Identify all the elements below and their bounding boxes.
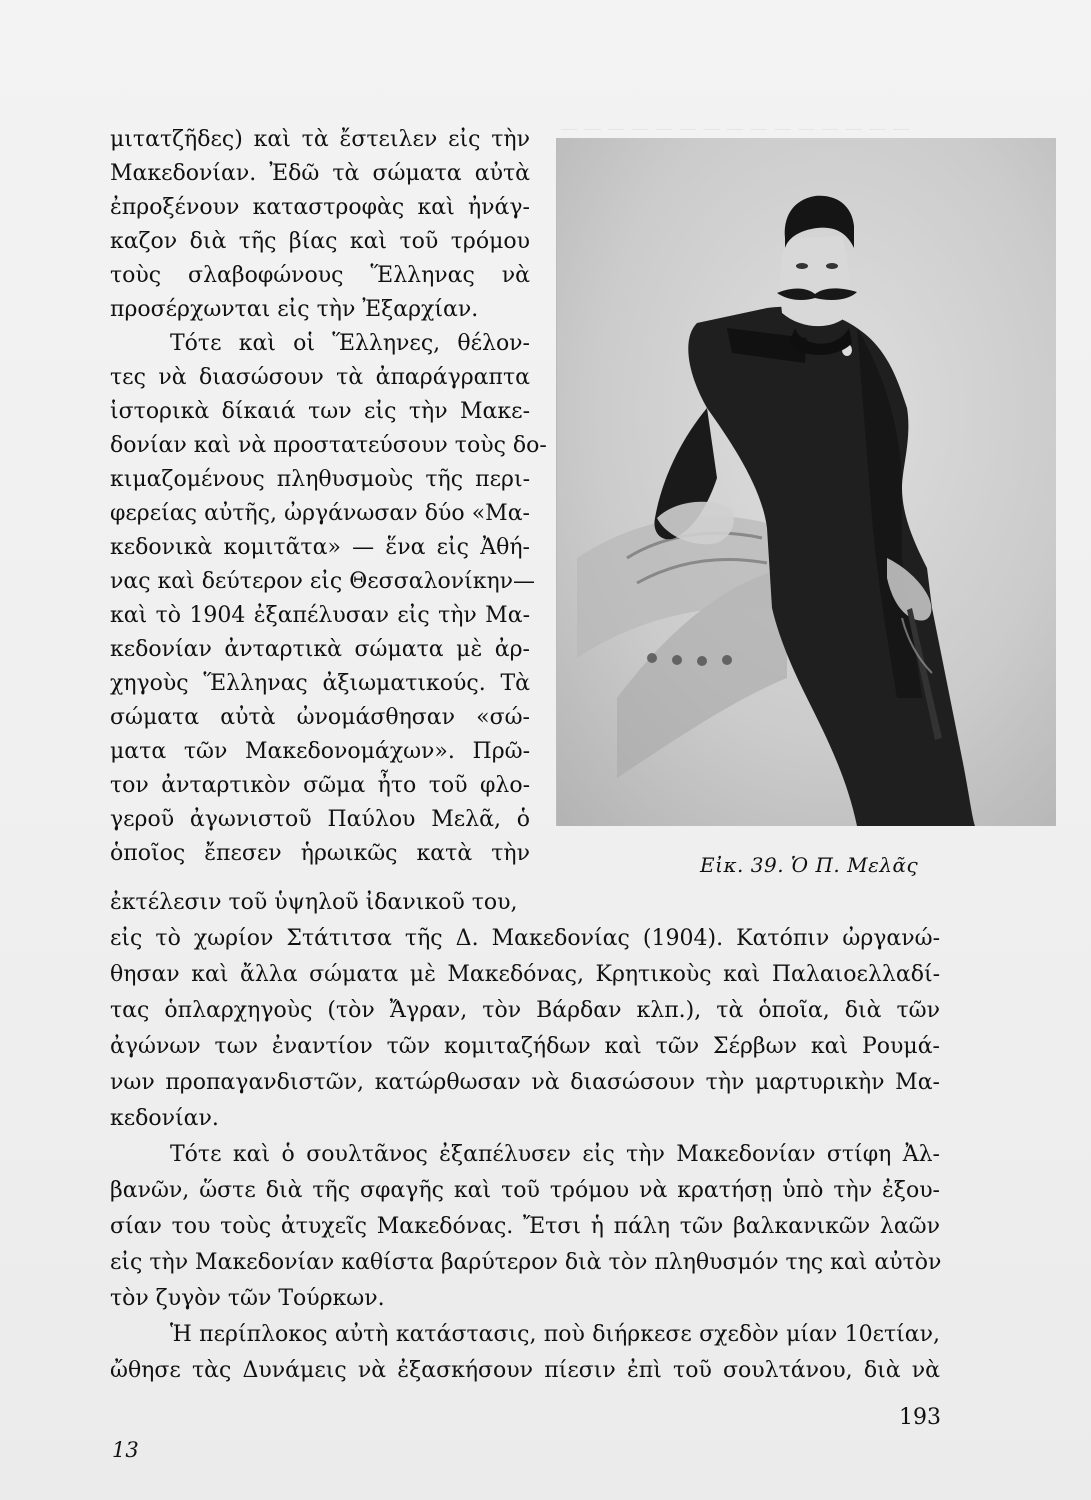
text-line: ὁποῖος ἔπεσεν ἡρωικῶς κατὰ τὴν [110, 841, 530, 866]
text-line: τας ὁπλαρχηγοὺς (τὸν Ἄγραν, τὸν Βάρδαν κλπ.), τὰ ὁποῖα, διὰ τῶν [110, 998, 940, 1023]
text-line: θησαν καὶ ἄλλα σώματα μὲ Μακεδόνας, Κρητικοὺς καὶ Παλαιοελλαδί- [110, 962, 940, 987]
text-line: Τότε καὶ ὁ σουλτᾶνος ἐξαπέλυσεν εἰς τὴν Μακεδονίαν στίφη Ἀλ- [170, 1142, 940, 1167]
text-line: ἀγώνων των ἐναντίον τῶν κομιταζήδων καὶ τῶν Σέρβων καὶ Ρουμά- [110, 1034, 940, 1059]
text-line: καὶ τὸ 1904 ἐξαπέλυσαν εἰς τὴν Μα- [110, 603, 530, 628]
text-line: νων προπαγανδιστῶν, κατώρθωσαν νὰ διασώσουν τὴν μαρτυρικὴν Μα- [110, 1070, 940, 1095]
text-line: τὸν ζυγὸν τῶν Τούρκων. [110, 1286, 385, 1311]
portrait-illustration [557, 138, 1056, 826]
text-line: εἰς τὴν Μακεδονίαν καθίστα βαρύτερον διὰ τὸν πληθυσμόν της καὶ αὐτὸν [110, 1250, 942, 1275]
text-line: ἐκτέλεσιν τοῦ ὑψηλοῦ ἰδανικοῦ του, [110, 890, 518, 915]
text-line: ἐπροξένουν καταστροφὰς καὶ ἠνάγ- [110, 195, 530, 220]
text-line: γεροῦ ἀγωνιστοῦ Παύλου Μελᾶ, ὁ [110, 807, 530, 832]
page-number: 193 [899, 1405, 941, 1430]
photo-caption: Εἰκ. 39. Ὁ Π. Μελᾶς [700, 853, 919, 877]
text-line: κεδονίαν. [110, 1106, 219, 1131]
text-line: μιτατζῆδες) καὶ τὰ ἔστειλεν εἰς τὴν [110, 127, 530, 152]
text-line: τοὺς σλαβοφώνους Ἕλληνας νὰ [110, 263, 530, 288]
text-line: προσέρχωνται εἰς τὴν Ἐξαρχίαν. [110, 297, 479, 322]
text-line: σίαν του τοὺς ἀτυχεῖς Μακεδόνας. Ἔτσι ἡ πάλη τῶν βαλκανικῶν λαῶν [110, 1214, 940, 1239]
bleed-through-text: — — — — — — — — — — — — — — — [560, 118, 911, 139]
text-line: βανῶν, ὥστε διὰ τῆς σφαγῆς καὶ τοῦ τρόμου νὰ κρατήσῃ ὑπὸ τὴν ἐξου- [110, 1178, 940, 1203]
text-line: κεδονικὰ κομιτᾶτα» — ἕνα εἰς Ἀθή- [110, 535, 530, 560]
text-line: κεδονίαν ἀνταρτικὰ σώματα μὲ ἀρ- [110, 637, 530, 662]
portrait-photo [556, 138, 1056, 826]
text-line: χηγοὺς Ἕλληνας ἀξιωματικούς. Τὰ [110, 671, 530, 696]
text-body [110, 885, 940, 1389]
text-line: νας καὶ δεύτερον εἰς Θεσσαλονίκην— [110, 569, 536, 594]
text-line: δονίαν καὶ νὰ προστατεύσουν τοὺς δο- [110, 433, 547, 458]
text-line: σώματα αὐτὰ ὠνομάσθησαν «σώ- [110, 705, 530, 730]
signature-mark: 13 [112, 1438, 139, 1462]
text-line: Μακεδονίαν. Ἐδῶ τὰ σώματα αὐτὰ [110, 161, 530, 186]
text-line: Ἡ περίπλοκος αὐτὴ κατάστασις, ποὺ διήρκεσε σχεδὸν μίαν 10ετίαν, [170, 1322, 940, 1347]
text-line: κιμαζομένους πληθυσμοὺς τῆς περι- [110, 467, 530, 492]
text-column [110, 123, 547, 871]
text-line: καζον διὰ τῆς βίας καὶ τοῦ τρόμου [110, 229, 530, 254]
text-line: ὤθησε τὰς Δυνάμεις νὰ ἐξασκήσουν πίεσιν ἐπὶ τοῦ σουλτάνου, διὰ νὰ [110, 1358, 940, 1383]
text-line: τες νὰ διασώσουν τὰ ἀπαράγραπτα [110, 365, 530, 390]
text-line: ματα τῶν Μακεδονομάχων». Πρῶ- [110, 739, 530, 764]
text-line: εἰς τὸ χωρίον Στάτιτσα τῆς Δ. Μακεδονίας (1904). Κατόπιν ὠργανώ- [110, 926, 940, 951]
text-line: Τότε καὶ οἱ Ἕλληνες, θέλον- [170, 331, 530, 356]
text-line: φερείας αὐτῆς, ὠργάνωσαν δύο «Μα- [110, 501, 530, 526]
text-line: τον ἀνταρτικὸν σῶμα ἦτο τοῦ φλο- [110, 773, 530, 798]
text-line: ἱστορικὰ δίκαιά των εἰς τὴν Μακε- [110, 399, 530, 424]
